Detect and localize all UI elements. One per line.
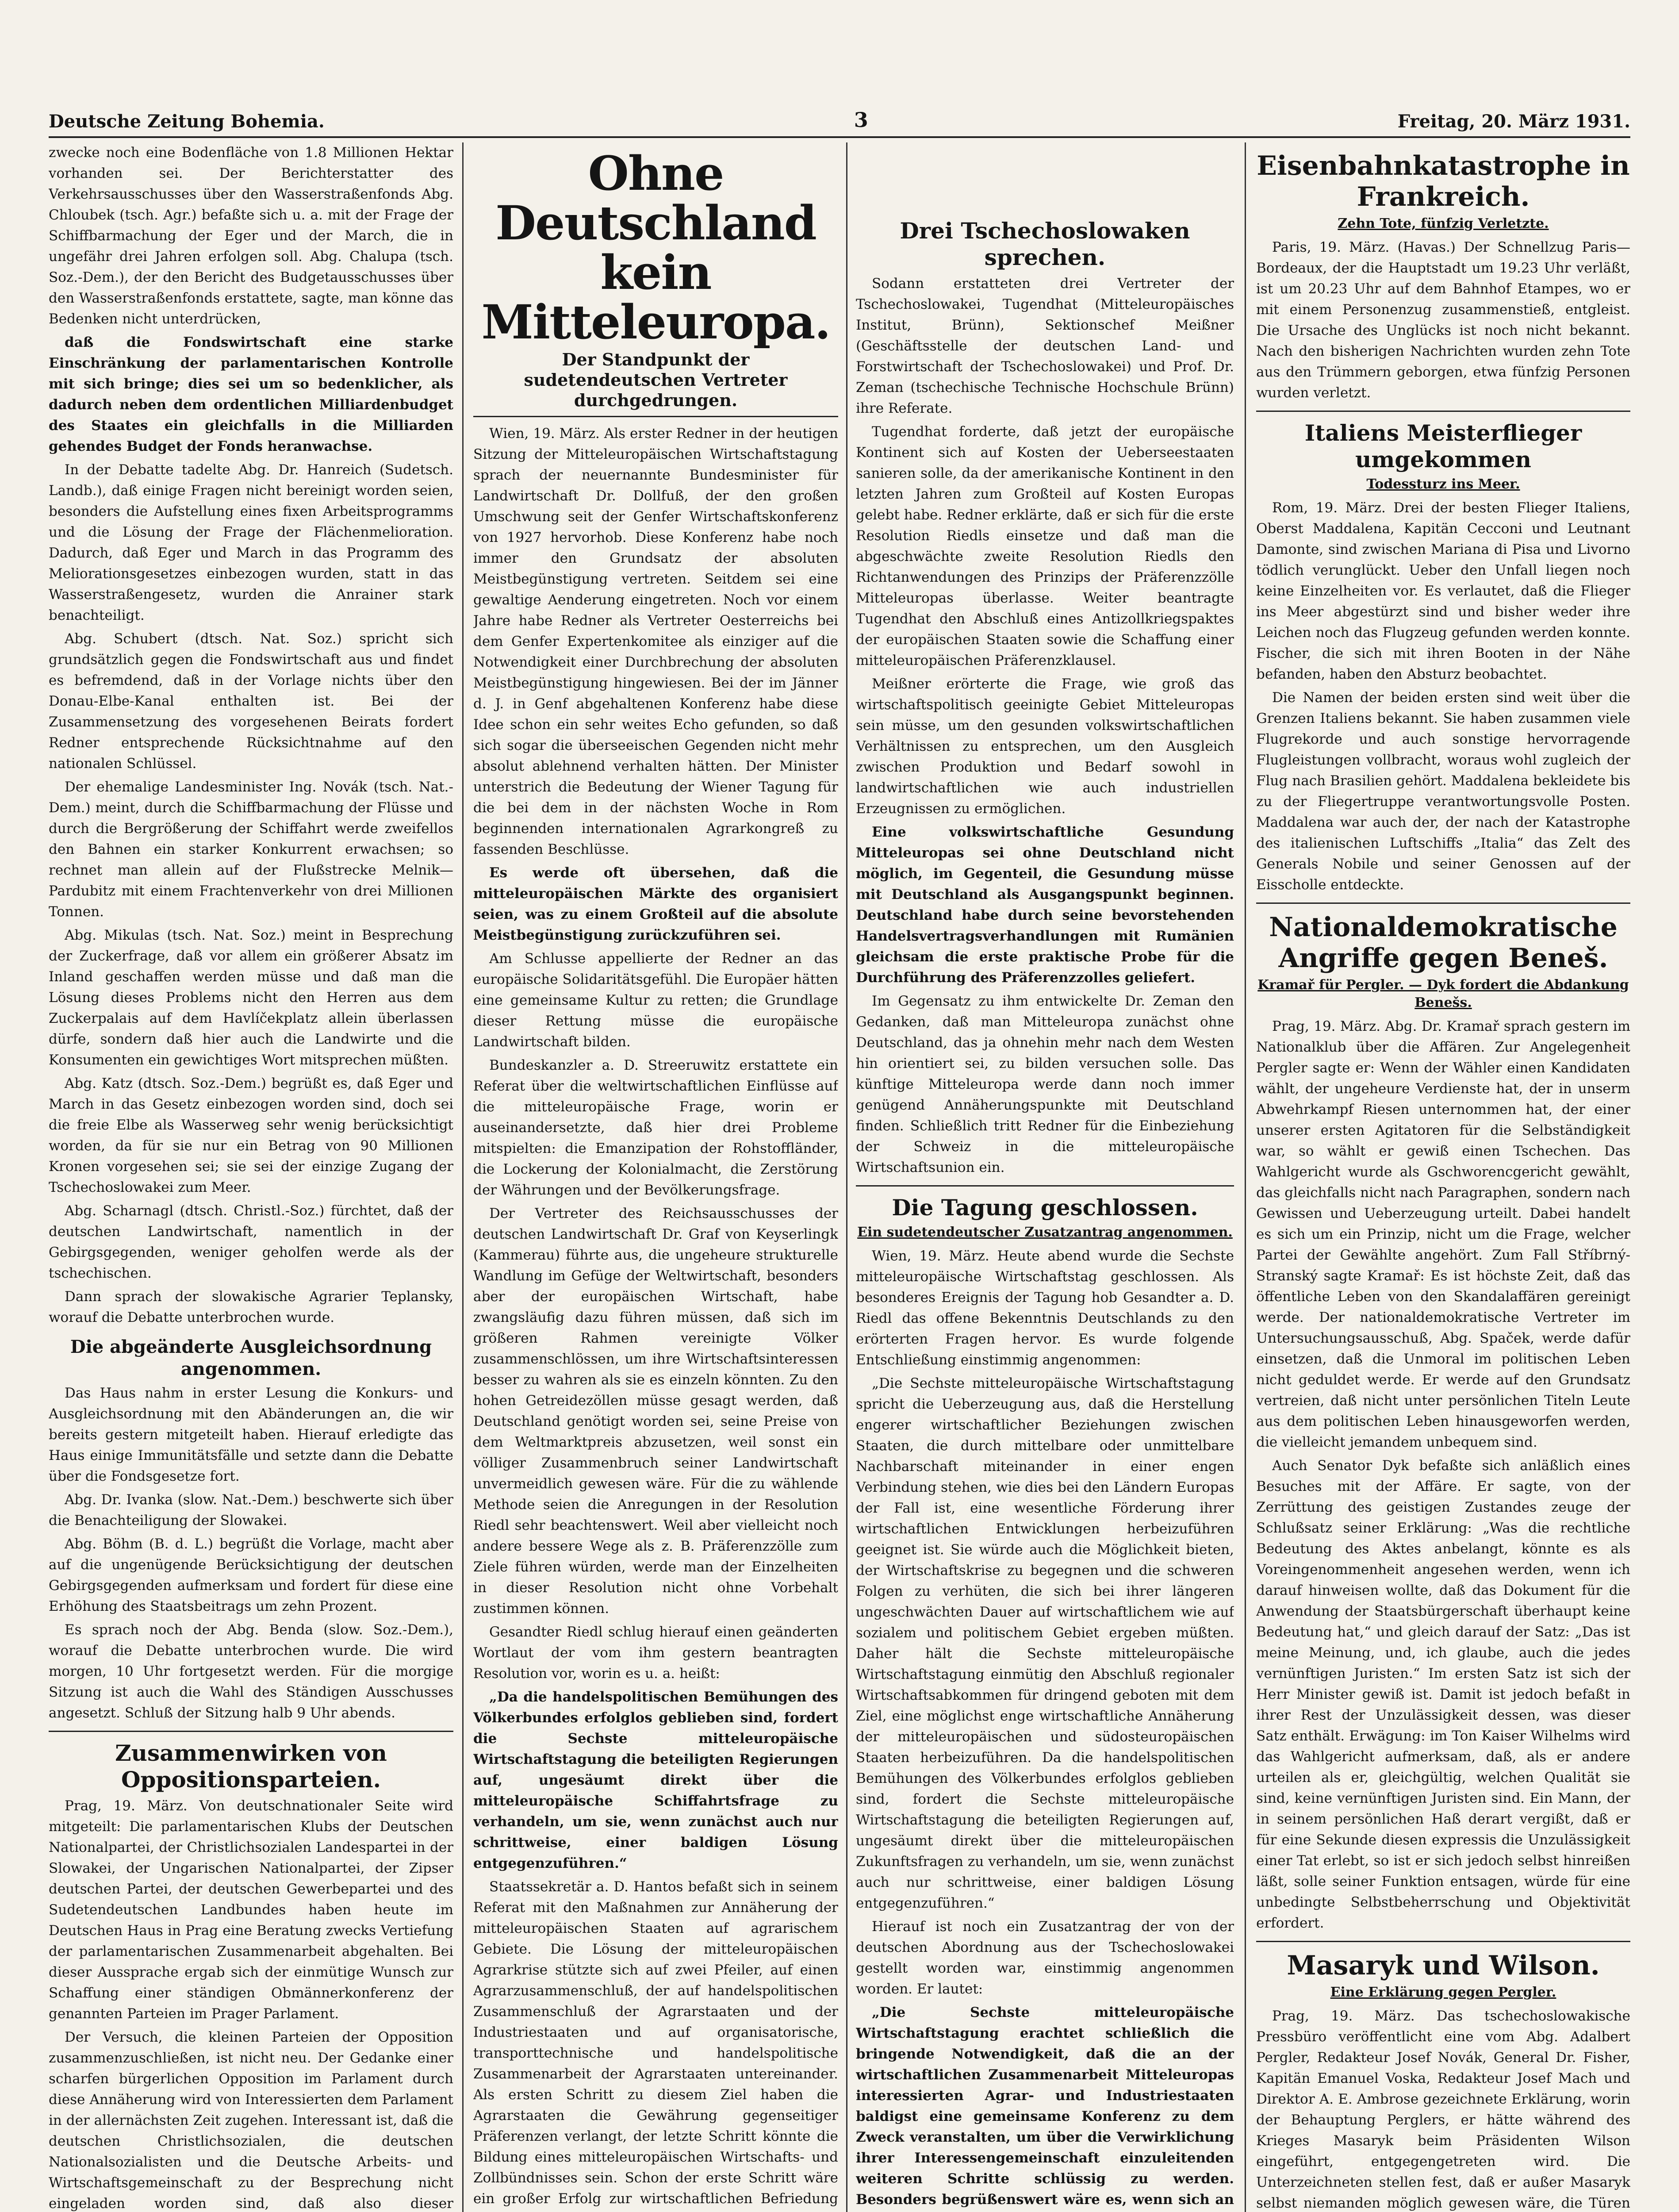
article-headline: Italiens Meisterflieger umgekommen: [1304, 420, 1582, 472]
article-paragraph: Am Schlusse appellierte der Redner an das europäische Solidaritätsgefühl. Die Europäer hätten eine gemeinsame Kultur zu retten; die Grundlage dieser Rettung müsse die europäische Landwirtschaft bilden.: [473, 951, 838, 1050]
header-rule: [49, 136, 1630, 138]
article-paragraph: Gesandter Riedl schlug hierauf einen geänderten Wortlaut der vom ihm gestern beantragten Resolution vor, worin es u. a. heißt:: [473, 1624, 838, 1682]
article-paragraph: Prag, 19. März. Das tschechoslowakische Pressbüro veröffentlicht eine vom Abg. Adalbert Pergler, Redakteur Josef Novák, General Dr. Fisher, Kapitän Emanuel Voska, Redakteur Josef Mach und Direktor A. E. Ambrose gezeichnete Erklärung, worin der Behauptung Perglers, er hätte während des Krieges Masaryk beim Präsidenten Wilson eingeführt, entgegengetreten wird. Die Unterzeichneten stellen fest, daß er außer Masaryk selbst niemanden möglich gewesen wäre, die Türen: [1256, 2008, 1630, 2211]
article-paragraph: Prag, 19. März. Abg. Dr. Kramař sprach gestern im Nationalklub über die Affären. Zur Angelegenheit Pergler sagte er: Wenn der Wähler einen Kandidaten wählt, der ungeheure Verdienste hat, der in unserm Abwehrkampf Riesen unternommen hat, der einer unserer ersten Agitatoren für die Selbständigkeit war, so wählt er gewiß einen Tschechen. Das Wahlgericht wurde als Gschworencgericht gewählt, das gleichfalls nicht nach Paragraphen, sondern nach Gewissen und Ueberzeugung urteilt. Dabei handelt es sich um ein Prinzip, nicht um die Frage, welcher Partei der Gewählte angehört. Zum Fall Stříbrný-Stranský sagte Kramař: Es ist höchste Zeit, daß das öffentliche Leben von den Skandalaffären gereinigt werde. Der nationaldemokratische Vertreter im Untersuchungsausschuß, Abg. Spaček, werde dafür einsetzen, daß die Unmoral im politischen Leben nicht geduldet werde. Er werde auf den Grundsatz vertreien, daß nicht unter persönlichen Titeln Leute aus dem politischen Leben hinausgeworfen werden, die vielleicht jemandem unbequem sind.: [1256, 1018, 1630, 1450]
section-divider: [1256, 1941, 1630, 1942]
article-subheading: Eine Erklärung gegen Pergler.: [1330, 1985, 1556, 2000]
column-3: [856, 142, 1234, 2212]
article-paragraph: Abg. Schubert (dtsch. Nat. Soz.) spricht sich grundsätzlich gegen die Fondswirtschaft aus und findet es befremdend, daß in der Vorlage nichts über den Donau-Elbe-Kanal enthalten ist. Bei der Zusammensetzung des vorgesehenen Beirats fordert Redner entsprechende Rücksichtnahme auf den nationalen Schlüssel.: [49, 631, 453, 772]
article-headline: Zusammenwirken von Oppositionsparteien.: [115, 1740, 387, 1793]
article-paragraph: Wien, 19. März. Als erster Redner in der heutigen Sitzung der Mitteleuropäischen Wirtschaftstagung sprach der neuernannte Bundesminister für Landwirtschaft Dr. Dollfuß, der den großen Umschwung seit der Genfer Wirtschaftskonferenz von 1927 hervorhob. Diese Konferenz habe noch immer den Grundsatz der absoluten Meistbegünstigung vertreten. Seitdem sei eine gewaltige Aenderung eingetreten. Noch vor einem Jahre habe Redner als Vertreter Oesterreichs bei dem Genfer Expertenkomitee als einziger auf die Notwendigkeit einer Durchbrechung der absoluten Meistbegünstigung hingewiesen. Bei der im Jänner d. J. in Genf abgehaltenen Konferenz habe diese Idee schon ein sehr weites Echo gefunden, so daß sich sogar die überseeischen Gegenden nicht mehr absolut ablehnend verhalten hätten. Der Minister unterstrich die Bedeutung der Wiener Tagung für die bei dem in der nächsten Woche in Rom beginnenden internationalen Agrarkongreß zu fassenden Beschlüsse.: [473, 426, 838, 857]
article-paragraph: daß die Fondswirtschaft eine starke Einschränkung der parlamentarischen Kontrolle mit sich bringe; dies sei um so bedenklicher, als dadurch neben dem ordentlichen Milliardenbudget des Staates ein gleichfalls in die Milliarden gehendes Budget der Fonds heranwachse.: [49, 334, 453, 454]
page-header: [49, 105, 1630, 132]
section-divider: [1256, 902, 1630, 904]
section-divider: [856, 1185, 1234, 1187]
article-headline: Masaryk und Wilson.: [1287, 1950, 1600, 1981]
column-rule: [1245, 142, 1246, 2212]
article-paragraph: Dann sprach der slowakische Agrarier Teplansky, worauf die Debatte unterbrochen wurde.: [49, 1289, 453, 1325]
article-paragraph: „Die Sechste mitteleuropäische Wirtschaftstagung erachtet schließlich die bringende Notwendigkeit, daß die an der wirtschaftlichen Zusammenarbeit Mitteleuropas interessierten Agrar- und Industriestaaten baldigst eine gemeinsame Konferenz zu dem Zweck veranstalten, um über die Verwirklichung ihrer Interessengemeinschaft einzuleitenden weiteren Schritte schlüssig zu werden. Besonders begrüßenswert wäre es, wenn sich an: [856, 2005, 1234, 2208]
article-headline: Nationaldemokratische Angriffe gegen Beneš.: [1269, 912, 1618, 974]
article-paragraph: Staatssekretär a. D. Hantos befaßt sich in seinem Referat mit den Maßnahmen zur Annäherung der mitteleuropäischen Staaten auf agrarischem Gebiete. Die Lösung der mitteleuropäischen Agrarkrise stützte sich auf zwei Pfeiler, auf einen Agrarzusammenschluß, der auf handelspolitischen Zusammenschluß der Agrarstaaten und der Industriestaaten und auf organisatorische, transporttechnische und handelspolitische Zusammenarbeit der Agrarstaaten untereinander. Als ersten Schritt zu diesem Ziel haben die Agrarstaaten die Gewährung gegenseitiger Präferenzen verlangt, der letzte Schritt könnte die Bildung eines mitteleuropäischen Wirtschafts- und Zollbündnisses sein. Schon der erste Schritt wäre ein großer Erfolg zur wirtschaftlichen Befriedung: [473, 1879, 838, 2207]
article-paragraph: Meißner erörterte die Frage, wie groß das wirtschaftspolitisch geeinigte Gebiet Mitteleuropas sein müsse, um den gesunden volkswirtschaftlichen Verhältnissen zu entsprechen, um den Ausgleich zwischen Produktion und Bedarf sowohl in landwirtschaftlichen wie auch industriellen Erzeugnissen zu ermöglichen.: [856, 676, 1234, 817]
article-paragraph: Die Namen der beiden ersten sind weit über die Grenzen Italiens bekannt. Sie haben zusammen viele Flugrekorde und auch sonstige hervorragende Flugleistungen vollbracht, woraus wohl zugleich der Flug nach Brasilien gehört. Maddalena bekleidete bis zu der Fliegertruppe verantwortungsvolle Posten. Maddalena war auch der, der nach der Katastrophe des italienischen Luftschiffs „Italia“ das Zelt des Generals Nobile und seiner Genossen auf der Eisscholle entdeckte.: [1256, 690, 1630, 893]
main-headline: Ohne Deutschland kein Mitteleuropa.: [481, 146, 830, 349]
article-paragraph: Paris, 19. März. (Havas.) Der Schnellzug Paris—Bordeaux, der die Hauptstadt um 19.23 Uhr verläßt, ist um 20.23 Uhr auf dem Bahnhof Etampes, wo er mit einem Personenzug zusammenstieß, entgleist. Die Ursache des Unglücks ist noch nicht bekannt. Nach den bisherigen Nachrichten wurden zehn Tote aus den Trümmern geborgen, etwa fünfzig Personen wurden verletzt.: [1256, 239, 1630, 401]
article-paragraph: Abg. Mikulas (tsch. Nat. Soz.) meint in Besprechung der Zuckerfrage, daß vor allem ein größerer Absatz im Inland geschaffen werden müsse und daß man die Lösung dieses Problems nicht den Herren aus dem Zuckerpalais auf dem Havlíčekplatz allein überlassen dürfe, sondern daß hier auch die Landwirte und die Konsumenten ein gewichtiges Wort mitsprechen müßten.: [49, 927, 453, 1068]
article-paragraph: Abg. Böhm (B. d. L.) begrüßt die Vorlage, macht aber auf die ungenügende Berücksichtigung der deutschen Gebirgsgegenden aufmerksam und fordert für diese eine Erhöhung des Staatsbeitrags um zehn Prozent.: [49, 1536, 453, 1614]
issue-date: Freitag, 20. März 1931.: [1397, 111, 1630, 132]
column-rule: [462, 142, 464, 2212]
column-rule: [846, 142, 847, 2212]
article-paragraph: In der Debatte tadelte Abg. Dr. Hanreich (Sudetsch. Landb.), daß einige Fragen nicht bereinigt worden seien, besonders die Aufstellung eines fixen Arbeitsprogramms und die Lösung der Frage der Flächenmelioration. Dadurch, daß Eger und March in das Programm des Meliorationsgesetzes einbezogen wurden, statt in das Wasserstraßengesetz, wurden die Anrainer stark benachteiligt.: [49, 462, 453, 623]
article-headline: Eisenbahnkatastrophe in Frankreich.: [1257, 150, 1630, 212]
article-paragraph: „Da die handelspolitischen Bemühungen des Völkerbundes erfolglos geblieben sind, fordert die Sechste mitteleuropäische Wirtschaftstagung die beteiligten Regierungen auf, ungesäumt direkt über die mitteleuropäische Schiffahrtsfrage zu verhandeln, um sie, wenn zunächst auch nur schrittweise, einer baldigen Lösung entgegenzuführen.“: [473, 1689, 838, 1871]
article-paragraph: Der Versuch, die kleinen Parteien der Opposition zusammenzuschließen, ist nicht neu. Der Gedanke einer scharfen bürgerlichen Opposition im Parlament durch diese Annäherung wird von Interessierten dem Parlament in der allernächsten Zeit zugehen. Interessant ist, daß die deutschen Christlichsozialen, die deutschen Nationalsozialisten und die Deutsche Arbeits- und Wirtschaftsgemeinschaft zu der Besprechung nicht eingeladen worden sind, daß also dieser: [49, 2029, 453, 2212]
article-paragraph: Rom, 19. März. Drei der besten Flieger Italiens, Oberst Maddalena, Kapitän Cecconi und Leutnant Damonte, sind zwischen Mariana di Pisa und Livorno tödlich verunglückt. Ueber den Unfall liegen noch keine Einzelheiten vor. Es verlautet, daß die Flieger ins Meer abgestürzt sind und bisher weder ihre Leichen noch das Flugzeug gefunden werden konnte. Fischer, die sich mit ihren Booten in der Nähe befanden, haben den Absturz beobachtet.: [1256, 500, 1630, 682]
column-2: [473, 142, 838, 2212]
article-subheading: Kramař für Pergler. — Dyk fordert die Abdankung Benešs.: [1257, 977, 1629, 1010]
article-paragraph: Es sprach noch der Abg. Benda (slow. Soz.-Dem.), worauf die Debatte unterbrochen wurde. Die wird morgen, 10 Uhr fortgesetzt werden. Für die morgige Sitzung ist auch die Wahl des Ständigen Ausschusses angesetzt. Schluß der Sitzung halb 9 Uhr abends.: [49, 1622, 453, 1721]
article-paragraph: Der ehemalige Landesminister Ing. Novák (tsch. Nat.-Dem.) meint, durch die Schiffbarmachung der Flüsse und durch die Bergrößerung der Schiffahrt werde zweifellos den Bahnen ein starker Konkurrent erwachsen; so rechnet man allein auf der Flußstrecke Melnik—Pardubitz mit einem Frachtenverkehr von drei Millionen Tonnen.: [49, 779, 453, 920]
article-subheading: Ein sudetendeutscher Zusatzantrag angenommen.: [857, 1225, 1233, 1240]
article-paragraph: Das Haus nahm in erster Lesung die Konkurs- und Ausgleichsordnung mit den Abänderungen an, die wir bereits gestern mitgeteilt haben. Hierauf erledigte das Haus einige Immunitätsfälle und setzte dann die Debatte über die Fondsgesetze fort.: [49, 1385, 453, 1484]
masthead-name: Deutsche Zeitung Bohemia.: [49, 111, 325, 132]
article-headline: Die Tagung geschlossen.: [892, 1194, 1198, 1221]
column-4: [1256, 142, 1630, 2212]
article-paragraph: Abg. Scharnagl (dtsch. Christl.-Soz.) fürchtet, daß der deutschen Landwirtschaft, namentlich in der Gebirgsgegenden, weniger geholfen werde als der tschechischen.: [49, 1203, 453, 1281]
article-paragraph: Im Gegensatz zu ihm entwickelte Dr. Zeman den Gedanken, daß man Mitteleuropa zunächst ohne Deutschland, das ja ohnehin mehr nach dem Westen hin orientiert sei, zu bilden versuchen solle. Das künftige Mitteleuropa werde dann noch immer genügend Annäherungspunkte mit Deutschland finden. Schließlich tritt Redner für die Einbeziehung der Schweiz in die mitteleuropäische Wirtschaftsunion ein.: [856, 993, 1234, 1175]
article-subheading: Todessturz ins Meer.: [1366, 476, 1520, 492]
article-paragraph: Wien, 19. März. Heute abend wurde die Sechste mitteleuropäische Wirtschaftstag geschlossen. Als besonderes Ereignis der Tagung hob Gesandter a. D. Riedl das offene Bekenntnis Deutschlands zu den erörterten Fragen hervor. Es wurde folgende Entschließung einstimmig angenommen:: [856, 1248, 1234, 1368]
article-paragraph: „Die Sechste mitteleuropäische Wirtschaftstagung spricht die Ueberzeugung aus, daß die Herstellung engerer wirtschaftlicher Beziehungen zwischen Staaten, die durch mittelbare oder unmittelbare Nachbarschaft miteinander in einer engen Verbindung stehen, wie dies bei den Ländern Europas der Fall ist, eine wesentliche Förderung ihrer wirtschaftlichen Entwicklungen herbeizuführen geeignet ist. Sie würde auch die Möglichkeit bieten, der Wirtschaftskrise zu begegnen und die schweren Folgen zu verhüten, die sich bei ihrer längeren ungeschwächten Dauer auf wirtschaftlichem wie auf sozialem und politischem Gebiet ergeben müßten. Daher hält die Sechste mitteleuropäische Wirtschaftstagung einmütig den Abschluß regionaler Wirtschaftsabkommen für dringend geboten mit dem Ziel, eine möglichst enge wirtschaftliche Annäherung der mitteleuropäischen und südosteuropäischen Staaten herbeizuführen. Da die handelspolitischen Bemühungen des Völkerbundes erfolglos geblieben sind, fordert die Sechste mitteleuropäische Wirtschaftstagung die beteiligten Regierungen auf, ungesäumt direkt über die mitteleuropäischen Zukunftsfragen zu verhandeln, um sie, wenn zunächst auch nur schrittweise, einer baldigen Lösung entgegenzuführen.“: [856, 1375, 1234, 1911]
article-paragraph: Eine volkswirtschaftliche Gesundung Mitteleuropas sei ohne Deutschland nicht möglich, im Gegenteil, die Gesundung müsse mit Deutschland als Ausgangspunkt beginnen. Deutschland habe durch seine bevorstehenden Handelsvertragsverhandlungen mit Rumänien gleichsam die erste praktische Probe für die Durchführung des Präferenzzolles geliefert.: [856, 824, 1234, 986]
article-subheading: Zehn Tote, fünfzig Verletzte.: [1338, 216, 1549, 231]
article-headline: Die abgeänderte Ausgleichsordnung angenommen.: [70, 1336, 432, 1379]
article-paragraph: Bundeskanzler a. D. Streeruwitz erstattete ein Referat über die weltwirtschaftlichen Einflüsse auf die mitteleuropäische Frage, worin er auseinandersetzte, daß hier drei Probleme mitspielten: die Emanzipation der Rohstoffländer, die Lockerung der Kolonialmacht, die Zerstörung der Währungen und der Bevölkerungsfrage.: [473, 1057, 838, 1198]
article-paragraph: Auch Senator Dyk befaßte sich anläßlich eines Besuches mit der Affäre. Er sagte, von der Zerrüttung des geistigen Zustandes zeuge der Schlußsatz seiner Erklärung: „Was die rechtliche Bedeutung des Aktes anbelangt, könnte es als Voreingenommenheit angesehen werden, wenn ich darauf hinweisen wollte, daß das Dokument für die Anwendung der Staatsbürgerschaft überhaupt keine Bedeutung hat,“ und gleich darauf der Satz: „Das ist meine Meinung, und, ich glaube, auch die jedes vernünftigen Juristen.“ Im ersten Satz ist sich der Herr Minister gewiß ist. Damit ist jedoch befaßt in ihrer Rest der Unzulässigkeit dessen, was dieser Satz enthält. Erwägung: im Ton Kaiser Wilhelms wird das Wahlgericht aufmerksam, daß, als er andere urteilen als er, gleichgültig, welchen Qualität sie sind, keine vernünftigen Juristen sind. Ein Mann, der in seinem persönlichen Haß derart vergißt, daß er für eine Sekunde diesen expressis die Unzulässigkeit einer Tat erlebt, so ist er sich jedoch selbst hinreißen läßt, solle seiner Funktion entsagen, würde für eine unbedingte Selbstbeherrschung und Objektivität erfordert.: [1256, 1458, 1630, 1931]
article-paragraph: Abg. Dr. Ivanka (slow. Nat.-Dem.) beschwerte sich über die Benachteiligung der Slowakei.: [49, 1492, 453, 1528]
page-number: 3: [854, 108, 868, 132]
article-headline: Drei Tschechoslowaken sprechen.: [900, 218, 1190, 270]
section-divider: [49, 1731, 453, 1732]
article-paragraph: Es werde oft übersehen, daß die mitteleuropäischen Märkte des organisiert seien, was zu einem Großteil auf die absolute Meistbegünstigung zurückzuführen sei.: [473, 865, 838, 943]
article-paragraph: Der Vertreter des Reichsausschusses der deutschen Landwirtschaft Dr. Graf von Keyserlingk (Kammerau) führte aus, die ungeheure strukturelle Wandlung im Gefüge der Weltwirtschaft, besonders aber der europäischen Wirtschaft, habe zwangsläufig dazu führen müssen, daß sich im größeren Rahmen vereinigte Völker zusammenschlössen, um ihre Wirtschaftsinteressen besser zu wahren als sie es einzeln könnten. Zu den hohen Getreidezöllen müsse gesagt werden, daß Deutschland genötigt worden sei, seine Preise von dem Weltmarktpreis abzusetzen, weil sonst ein völliger Zusammenbruch seiner Landwirtschaft unvermeidlich gewesen wäre. Für die zu wählende Methode seien die Anregungen in der Resolution Riedl sehr beachtenswert. Weil aber vielleicht noch andere bessere Wege als z. B. Präferenzzölle zum Ziele führen würden, werde man der Einzelheiten in dieser Resolution nicht ohne Vorbehalt zustimmen können.: [473, 1206, 838, 1617]
article-paragraph: Tugendhat forderte, daß jetzt der europäische Kontinent sich auf Kosten der Ueberseestaaten sanieren solle, da der amerikanische Kontinent in den letzten Jahren zum Großteil auf Kosten Europas gelebt habe. Redner erklärte, daß er sich für die erste Resolution Riedls einsetze und daß man die abgeschwächte zweite Resolution Riedls den Richtanwendungen des Prinzips der Präferenzzölle Mitteleuropas überlasse. Weiter beantragte Tugendhat den Abschluß eines Antizollkriegspaktes der europäischen Staaten sowie die Schaffung einer mitteleuropäischen Präferenzklausel.: [856, 424, 1234, 668]
article-paragraph: Sodann erstatteten drei Vertreter der Tschechoslowakei, Tugendhat (Mitteleuropäisches Institut, Brünn), Sektionschef Meißner (Geschäftsstelle der deutschen Land- und Forstwirtschaft der Tschechoslowakei) und Prof. Dr. Zeman (tschechische Technische Hochschule Brünn) ihre Referate.: [856, 276, 1234, 416]
section-divider: [1256, 411, 1630, 412]
article-paragraph: Hierauf ist noch ein Zusatzantrag der von der deutschen Abordnung aus der Tschechoslowakei gestellt worden war, einstimmig angenommen worden. Er lautet:: [856, 1919, 1234, 1997]
article-paragraph: Prag, 19. März. Von deutschnationaler Seite wird mitgeteilt: Die parlamentarischen Klubs der Deutschen Nationalpartei, der Christlichsozialen Landespartei in der Slowakei, der Ungarischen Nationalpartei, der Zipser deutschen Partei, der deutschen Gewerbepartei und des Sudetendeutschen Landbundes haben heute im Deutschen Haus in Prag eine Beratung zwecks Vertiefung der parlamentarischen Zusammenarbeit abgehalten. Bei dieser Aussprache ergab sich der einmütige Wunsch zur Schaffung einer ständigen Obmännerkonferenz der genannten Parteien im Prager Parlament.: [49, 1798, 453, 2022]
article-paragraph: Abg. Katz (dtsch. Soz.-Dem.) begrüßt es, daß Eger und March in das Gesetz einbezogen worden sind, doch sei die freie Elbe als Wasserweg sehr wenig berücksichtigt worden, da für sie nur ein Betrag von 90 Millionen Kronen vorgesehen sei; sie sei der einzige Zugang der Tschechoslowakei zum Meer.: [49, 1075, 453, 1195]
column-1: [49, 142, 453, 2212]
main-subheadline: Der Standpunkt der sudetendeutschen Vertreter durchgedrungen.: [473, 349, 838, 417]
article-paragraph: zwecke noch eine Bodenfläche von 1.8 Millionen Hektar vorhanden sei. Der Berichterstatter des Verkehrsausschusses über den Wasserstraßenfonds Abg. Chloubek (tsch. Agr.) befaßte sich u. a. mit der Frage der Schiffbarmachung der Eger und der March, die in ungefähr drei Jahren erfolgen soll. Abg. Chalupa (tsch. Soz.-Dem.), der den Bericht des Budgetausschusses über den Wasserstraßenfonds erstattete, sagte, man könne das Bedenken nicht unterdrücken,: [49, 145, 453, 327]
